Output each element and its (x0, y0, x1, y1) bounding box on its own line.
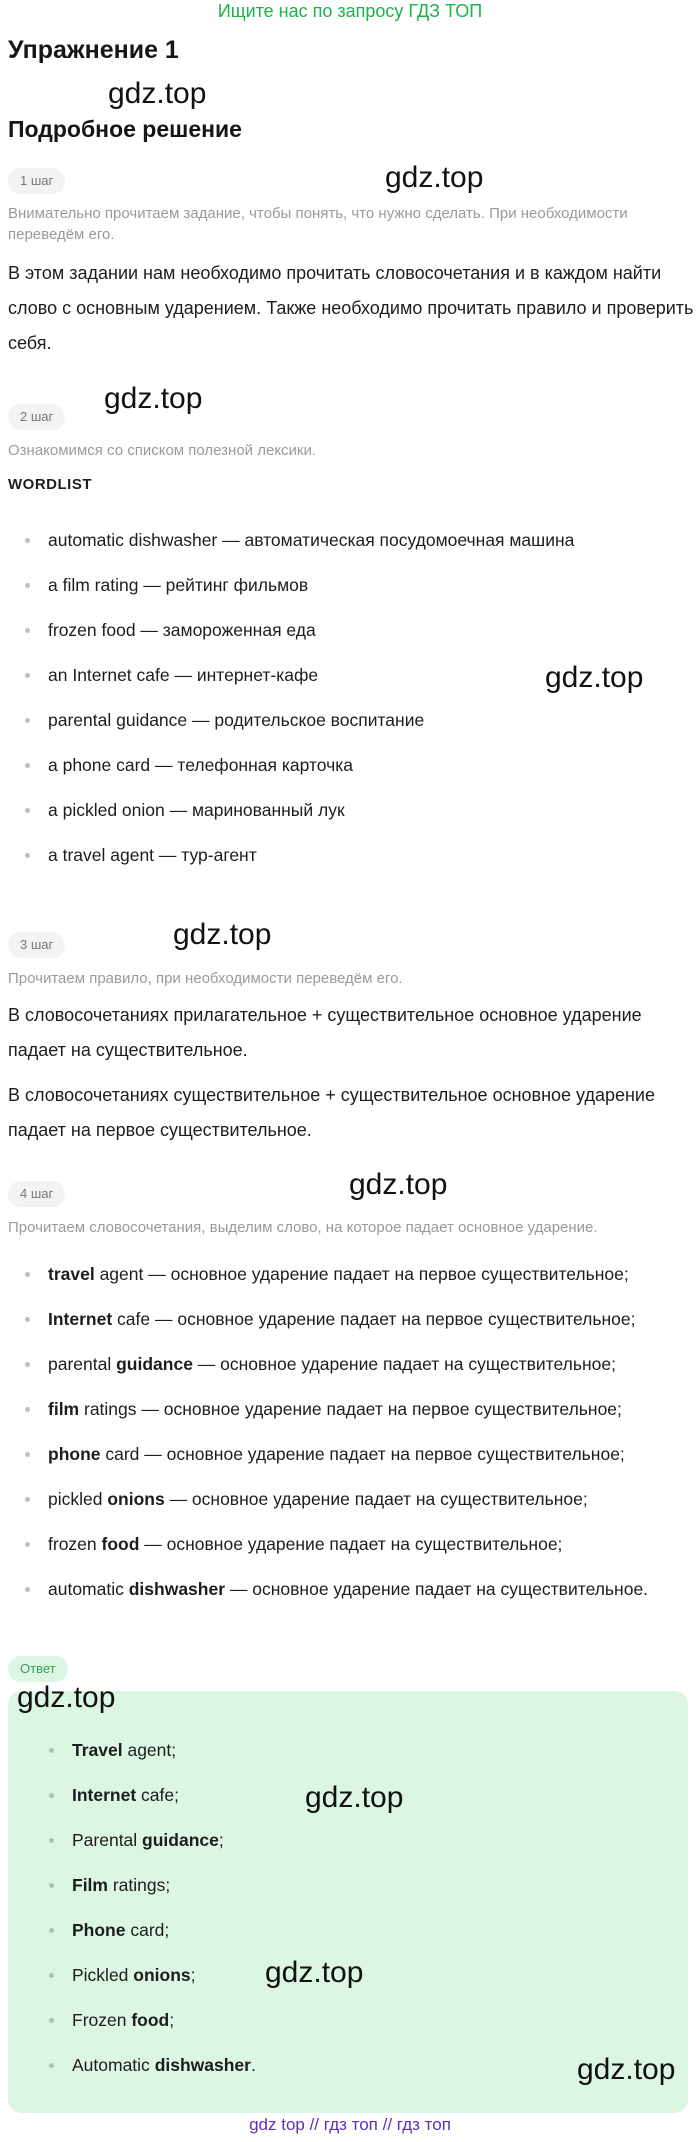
watermark: gdz.top (104, 382, 203, 415)
watermark: gdz.top (545, 661, 644, 694)
watermark: gdz.top (108, 77, 207, 110)
list-item: frozen food — замороженная еда (8, 608, 694, 653)
list-item: Travel agent; (32, 1728, 652, 1773)
bullet-icon (49, 1748, 54, 1753)
list-item: parental guidance — основное ударение падает на существительное; (8, 1342, 694, 1387)
bullet-icon (25, 1542, 30, 1547)
rule-2: В словосочетаниях существительное + существительное основное ударение падает на первое существительное. (8, 1085, 655, 1140)
bullet-icon (25, 853, 30, 858)
bullet-icon (49, 2063, 54, 2068)
bullet-icon (49, 1838, 54, 1843)
watermark: gdz.top (385, 161, 484, 194)
step-2-hint: Ознакомимся со списком полезной лексики. (8, 442, 317, 459)
bullet-icon (25, 808, 30, 813)
bullet-icon (25, 718, 30, 723)
list-item: travel agent — основное ударение падает на первое существительное; (8, 1252, 694, 1297)
bullet-icon (25, 1452, 30, 1457)
list-item: Parental guidance; (32, 1818, 652, 1863)
watermark: gdz.top (305, 1781, 404, 1814)
bullet-icon (25, 1362, 30, 1367)
list-item: an Internet cafe — интернет-кафе (8, 653, 694, 698)
step-4-badge: 4 шаг (8, 1181, 65, 1207)
watermark: gdz.top (349, 1168, 448, 1201)
bullet-icon (25, 1317, 30, 1322)
list-item: Film ratings; (32, 1863, 652, 1908)
bullet-icon (25, 538, 30, 543)
list-item: Frozen food; (32, 1998, 652, 2043)
list-item: frozen food — основное ударение падает на существительное; (8, 1522, 694, 1567)
bullet-icon (49, 1793, 54, 1798)
bullet-icon (25, 763, 30, 768)
list-item: pickled onions — основное ударение падает на существительное; (8, 1477, 694, 1522)
list-item: Automatic dishwasher. (32, 2043, 652, 2088)
bullet-icon (49, 1928, 54, 1933)
watermark: gdz.top (577, 2053, 676, 2086)
list-item: automatic dishwasher — основное ударение падает на существительное. (8, 1567, 694, 1612)
list-item: automatic dishwasher — автоматическая посудомоечная машина (8, 518, 694, 563)
bullet-icon (25, 1407, 30, 1412)
wordlist-title: WORDLIST (8, 476, 92, 493)
wordlist (8, 518, 694, 878)
rule-1: В словосочетаниях прилагательное + существительное основное ударение падает на существительное. (8, 1005, 642, 1060)
bullet-icon (25, 1272, 30, 1277)
section-title: Подробное решение (8, 116, 242, 142)
bullet-icon (25, 583, 30, 588)
list-item: Phone card; (32, 1908, 652, 1953)
step-1-hint: Внимательно прочитаем задание, чтобы понять, что нужно сделать. При необходимости переведём его. (8, 205, 628, 243)
list-item: phone card — основное ударение падает на первое существительное; (8, 1432, 694, 1477)
stress-list (8, 1252, 694, 1612)
step-1-badge: 1 шаг (8, 168, 65, 194)
list-item: a phone card — телефонная карточка (8, 743, 694, 788)
bullet-icon (25, 628, 30, 633)
bullet-icon (49, 1973, 54, 1978)
bullet-icon (49, 1883, 54, 1888)
watermark: gdz.top (265, 1956, 364, 1989)
step-1-text: В этом задании нам необходимо прочитать словосочетания и в каждом найти слово с основным ударением. Также необходимо прочитать правило и проверить себя. (8, 263, 694, 353)
promo-banner: Ищите нас по запросу ГДЗ ТОП (217, 1, 483, 21)
footer-links[interactable]: gdz top // гдз топ // гдз топ (249, 2115, 451, 2134)
bullet-icon (25, 1587, 30, 1592)
step-3-hint: Прочитаем правило, при необходимости переведём его. (8, 970, 403, 987)
step-4-hint: Прочитаем словосочетания, выделим слово, на которое падает основное ударение. (8, 1219, 598, 1236)
list-item: Pickled onions; (32, 1953, 652, 1998)
page-title: Упражнение 1 (8, 36, 179, 64)
step-3-badge: 3 шаг (8, 932, 65, 958)
bullet-icon (25, 1497, 30, 1502)
answer-badge: Ответ (8, 1656, 68, 1682)
list-item: Internet cafe; (32, 1773, 652, 1818)
list-item: parental guidance — родительское воспитание (8, 698, 694, 743)
list-item: a pickled onion — маринованный лук (8, 788, 694, 833)
list-item: film ratings — основное ударение падает на первое существительное; (8, 1387, 694, 1432)
list-item: a travel agent — тур-агент (8, 833, 694, 878)
watermark: gdz.top (173, 918, 272, 951)
list-item: a film rating — рейтинг фильмов (8, 563, 694, 608)
bullet-icon (25, 673, 30, 678)
watermark: gdz.top (17, 1681, 116, 1714)
bullet-icon (49, 2018, 54, 2023)
step-2-badge: 2 шаг (8, 404, 65, 430)
list-item: Internet cafe — основное ударение падает на первое существительное; (8, 1297, 694, 1342)
